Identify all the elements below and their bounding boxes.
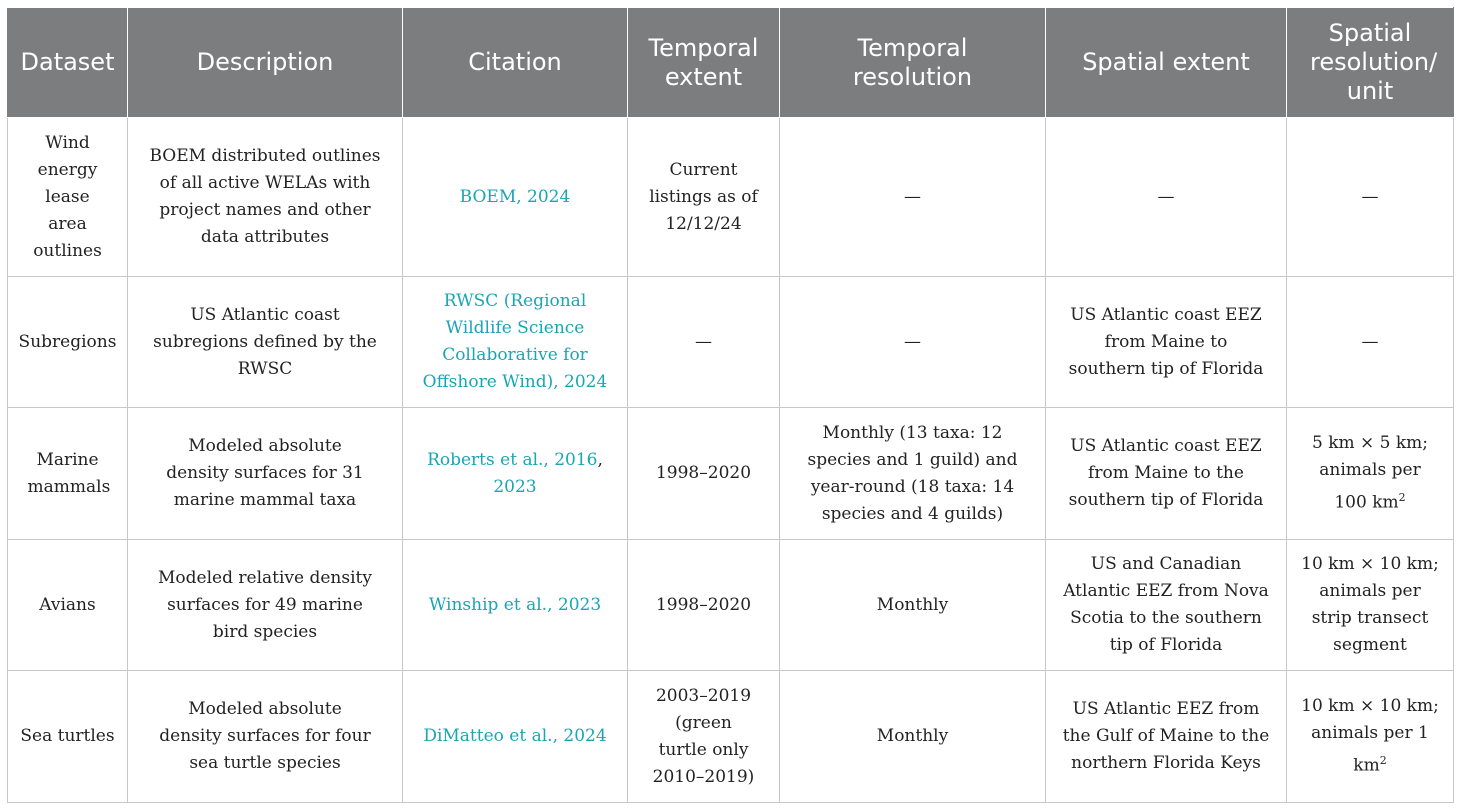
citation-link[interactable]: Roberts et al., 2016 [427,449,598,470]
cell-spatial-extent [1046,408,1287,540]
cell-dataset: Avians [8,540,128,671]
cell-temporal-resolution: Monthly [780,540,1046,671]
cell-spatial-extent-text: US and Canadian Atlantic EEZ from Nova Scotia to the southern tip of Florida [1063,554,1269,655]
header-spatial-resolution-text: Spatial resolution/ unit [1310,19,1438,105]
cell-dataset [8,408,128,540]
cell-temporal-extent: — [628,277,780,408]
header-spatial-resolution [1287,8,1454,118]
cell-spatial-extent-text: US Atlantic coast EEZ from Maine to southern tip of Florida [1068,304,1264,379]
cell-description-text: BOEM distributed outlines of all active WELAs with project names and other data attributes [149,146,381,247]
citation-link[interactable]: BOEM, 2024 [459,186,571,207]
cell-description [128,540,403,671]
cell-temporal-extent [628,671,780,803]
table-row [8,671,1454,803]
cell-description [128,277,403,408]
cell-citation [403,408,628,540]
header-temporal-resolution-text: Temporal resolution [852,33,973,91]
cell-temporal-extent [628,118,780,277]
cell-dataset-text: Wind energy lease area outlines [33,132,102,261]
cell-spatial-resolution-wrap [1300,693,1440,780]
cell-spatial-extent-text: US Atlantic EEZ from the Gulf of Maine to the northern Florida Keys [1062,699,1270,773]
cell-description-text: Modeled relative density surfaces for 49 marine bird species [158,567,372,642]
cell-spatial-resolution-text: 10 km × 10 km; animals per 1 km [1301,696,1439,776]
table-row [8,408,1454,540]
citation-link[interactable]: Winship et al., 2023 [428,594,602,615]
superscript: 2 [1398,491,1406,505]
citation-link[interactable]: DiMatteo et al., 2024 [423,726,607,746]
header-citation: Citation [403,8,628,118]
header-temporal-extent-text: Temporal extent [648,33,759,91]
cell-description-text: Modeled absolute density surfaces for four sea turtle species [159,699,371,773]
cell-temporal-extent: 1998–2020 [628,408,780,540]
cell-spatial-extent-text: US Atlantic coast EEZ from Maine to the southern tip of Florida [1068,436,1264,510]
cell-spatial-resolution-text: — [1361,331,1379,352]
cell-temporal-resolution [780,408,1046,540]
cell-description [128,118,403,277]
cell-spatial-extent [1046,540,1287,671]
cell-spatial-resolution: 10 km × 10 km; animals per strip transect segment [1287,540,1454,671]
cell-spatial-extent [1046,671,1287,803]
cell-dataset [8,118,128,277]
cell-citation [403,671,628,803]
cell-description [128,671,403,803]
cell-temporal-extent: 1998–2020 [628,540,780,671]
citation-link-2[interactable]: 2023 [493,476,537,497]
cell-dataset: Subregions [8,277,128,408]
cell-citation [403,277,628,408]
cell-citation [403,118,628,277]
cell-spatial-resolution [1287,118,1454,277]
cell-spatial-resolution-text: — [1361,186,1379,207]
cell-temporal-extent-text: Current listings as of 12/12/24 [649,159,758,234]
cell-spatial-resolution [1287,408,1454,540]
cell-spatial-resolution [1287,277,1454,408]
cell-spatial-extent: — [1046,118,1287,277]
cell-temporal-extent-text: 2003–2019 (green turtle only 2010–2019) [652,685,755,787]
cell-description [128,408,403,540]
table-row [8,540,1454,671]
cell-spatial-resolution-text: 5 km × 5 km; animals per 100 km [1311,433,1429,513]
header-temporal-extent [628,8,780,118]
cell-dataset-text: Marine mammals [27,449,111,497]
cell-citation [403,540,628,671]
citation-link[interactable]: RWSC (Regional Wildlife Science Collaborative for Offshore Wind), 2024 [422,291,608,392]
superscript: 2 [1379,754,1387,768]
header-description: Description [128,8,403,118]
header-temporal-resolution [780,8,1046,118]
table-row [8,118,1454,277]
cell-description-text: Modeled absolute density surfaces for 31 marine mammal taxa [166,436,364,510]
table-row [8,277,1454,408]
header-dataset: Dataset [8,8,128,118]
cell-spatial-resolution-wrap [1310,430,1430,517]
header-spatial-extent: Spatial extent [1046,8,1287,118]
citation-separator: , [597,449,603,470]
cell-description-text: US Atlantic coast subregions defined by the RWSC [153,304,377,379]
cell-spatial-extent [1046,277,1287,408]
cell-temporal-resolution-text: Monthly (13 taxa: 12 species and 1 guild) and year-round (18 taxa: 14 species and 4 guilds) [807,422,1018,524]
cell-temporal-resolution: — [780,277,1046,408]
cell-temporal-resolution: — [780,118,1046,277]
header-row [8,8,1454,118]
datasets-table [7,7,1454,803]
cell-dataset: Sea turtles [8,671,128,803]
cell-spatial-resolution [1287,671,1454,803]
cell-temporal-resolution: Monthly [780,671,1046,803]
